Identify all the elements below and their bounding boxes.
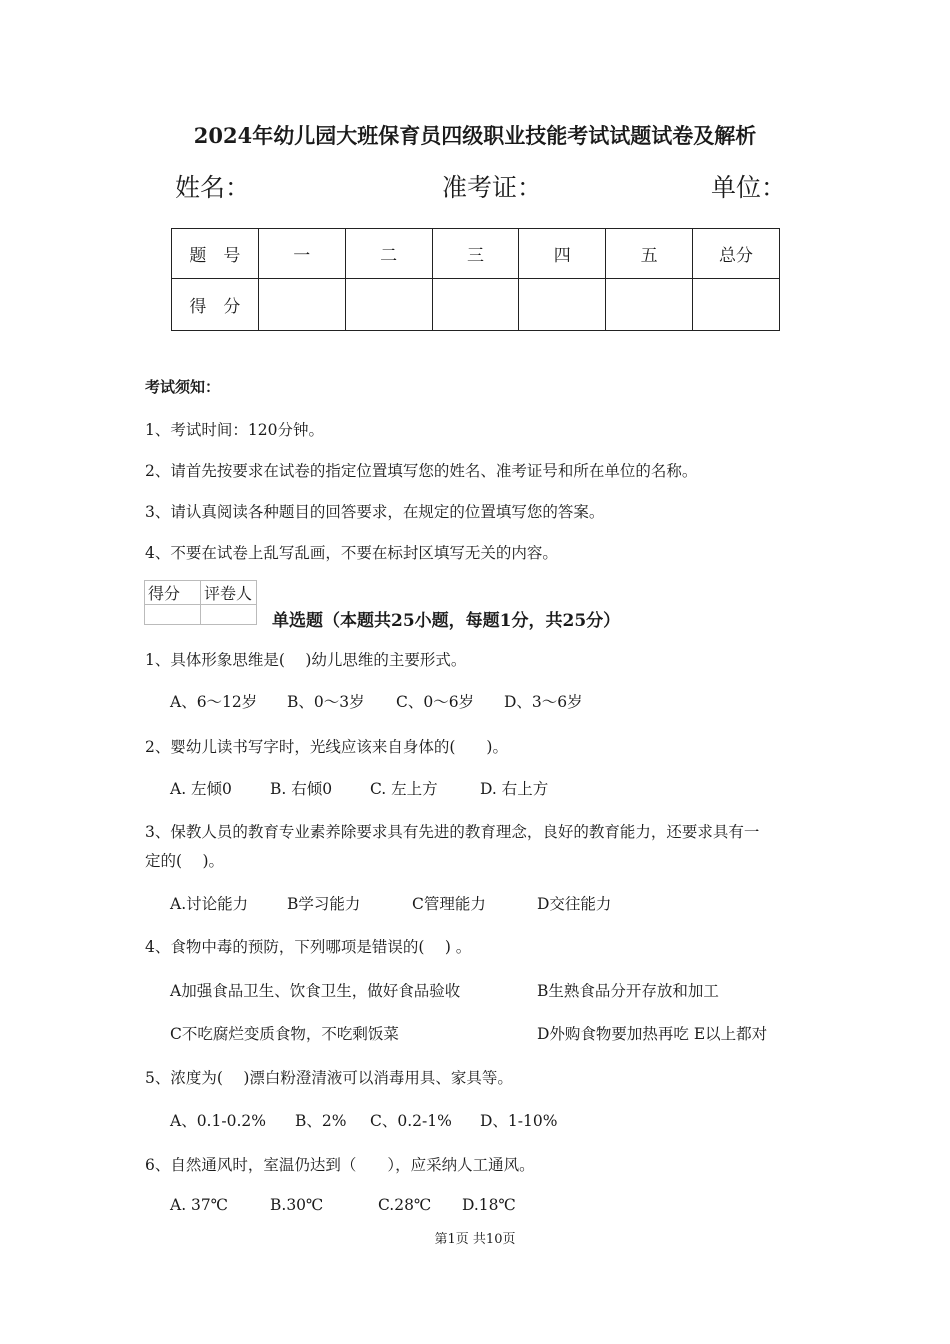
question-option: B、0～3岁	[287, 693, 365, 711]
question-option: D. 右上方	[480, 780, 549, 798]
score-header-cell: 三	[432, 229, 519, 279]
question-stem: 5、浓度为( )漂白粉澄清液可以消毒用具、家具等。	[145, 1069, 513, 1087]
score-header-cell: 总分	[693, 229, 780, 279]
question-option: A、6～12岁	[170, 693, 258, 711]
question-option: A、0.1-0.2%	[170, 1112, 266, 1130]
grader-reviewer-cell[interactable]	[201, 605, 257, 625]
note-item: 3、请认真阅读各种题目的回答要求，在规定的位置填写您的答案。	[145, 503, 605, 521]
question-stem: 6、自然通风时，室温仍达到（ ），应采纳人工通风。	[145, 1156, 535, 1174]
question-option: A加强食品卫生、饮食卫生，做好食品验收	[170, 982, 461, 1000]
page-footer: 第1页 共10页	[434, 1232, 516, 1247]
question-option: B学习能力	[287, 895, 361, 913]
question-stem-continuation: 定的( )。	[145, 852, 225, 870]
note-item: 1、考试时间：120分钟。	[145, 421, 324, 439]
score-cell[interactable]	[258, 279, 345, 331]
score-cell[interactable]	[519, 279, 606, 331]
score-header-cell: 题 号	[172, 229, 259, 279]
question-option: C管理能力	[412, 895, 486, 913]
unit-field-label: 单位：	[711, 173, 787, 202]
name-field-label: 姓名：	[175, 173, 251, 202]
question-option: A. 37℃	[170, 1196, 229, 1214]
score-header-cell: 五	[606, 229, 693, 279]
score-table-header-row	[172, 229, 780, 279]
question-option: D外购食物要加热再吃 E以上都对	[537, 1025, 768, 1043]
question-option: D、3～6岁	[504, 693, 583, 711]
question-option: D.18℃	[462, 1196, 516, 1214]
grader-score-cell[interactable]	[145, 605, 201, 625]
question-option: C不吃腐烂变质食物，不吃剩饭菜	[170, 1025, 399, 1043]
question-stem: 2、婴幼儿读书写字时，光线应该来自身体的( )。	[145, 738, 508, 756]
question-option: D、1-10%	[480, 1112, 558, 1130]
score-cell[interactable]	[693, 279, 780, 331]
score-cell[interactable]	[606, 279, 693, 331]
score-header-cell: 二	[345, 229, 432, 279]
question-option: C、0～6岁	[396, 693, 475, 711]
question-option: C、0.2-1%	[370, 1112, 452, 1130]
document-title: 2024年幼儿园大班保育员四级职业技能考试试题试卷及解析	[193, 123, 757, 148]
section-title: 单选题（本题共25小题，每题1分，共25分）	[272, 611, 621, 631]
note-item: 4、不要在试卷上乱写乱画，不要在标封区填写无关的内容。	[145, 544, 558, 562]
question-option: B生熟食品分开存放和加工	[537, 982, 719, 1000]
score-cell[interactable]	[432, 279, 519, 331]
grader-reviewer-label: 评卷人	[201, 581, 257, 605]
score-header-cell: 四	[519, 229, 606, 279]
question-option: C. 左上方	[370, 780, 438, 798]
grader-box	[144, 580, 257, 625]
question-option: B.30℃	[270, 1196, 324, 1214]
score-header-cell: 一	[258, 229, 345, 279]
score-table	[171, 228, 780, 331]
question-stem: 4、食物中毒的预防，下列哪项是错误的( ) 。	[145, 938, 472, 956]
question-option: B. 右倾0	[270, 780, 333, 798]
question-stem: 3、保教人员的教育专业素养除要求具有先进的教育理念，良好的教育能力，还要求具有一	[145, 823, 760, 841]
question-stem: 1、具体形象思维是( )幼儿思维的主要形式。	[145, 651, 467, 669]
score-table-score-row	[172, 279, 780, 331]
notes-title: 考试须知：	[145, 378, 221, 396]
score-cell[interactable]	[345, 279, 432, 331]
question-option: A.讨论能力	[170, 895, 249, 913]
question-option: A. 左倾0	[170, 780, 232, 798]
question-option: B、2%	[295, 1112, 347, 1130]
question-option: C.28℃	[378, 1196, 432, 1214]
exam-id-field-label: 准考证：	[442, 173, 543, 202]
question-option: D交往能力	[537, 895, 612, 913]
grader-score-label: 得分	[145, 581, 201, 605]
note-item: 2、请首先按要求在试卷的指定位置填写您的姓名、准考证号和所在单位的名称。	[145, 462, 698, 480]
score-row-label: 得 分	[172, 279, 259, 331]
